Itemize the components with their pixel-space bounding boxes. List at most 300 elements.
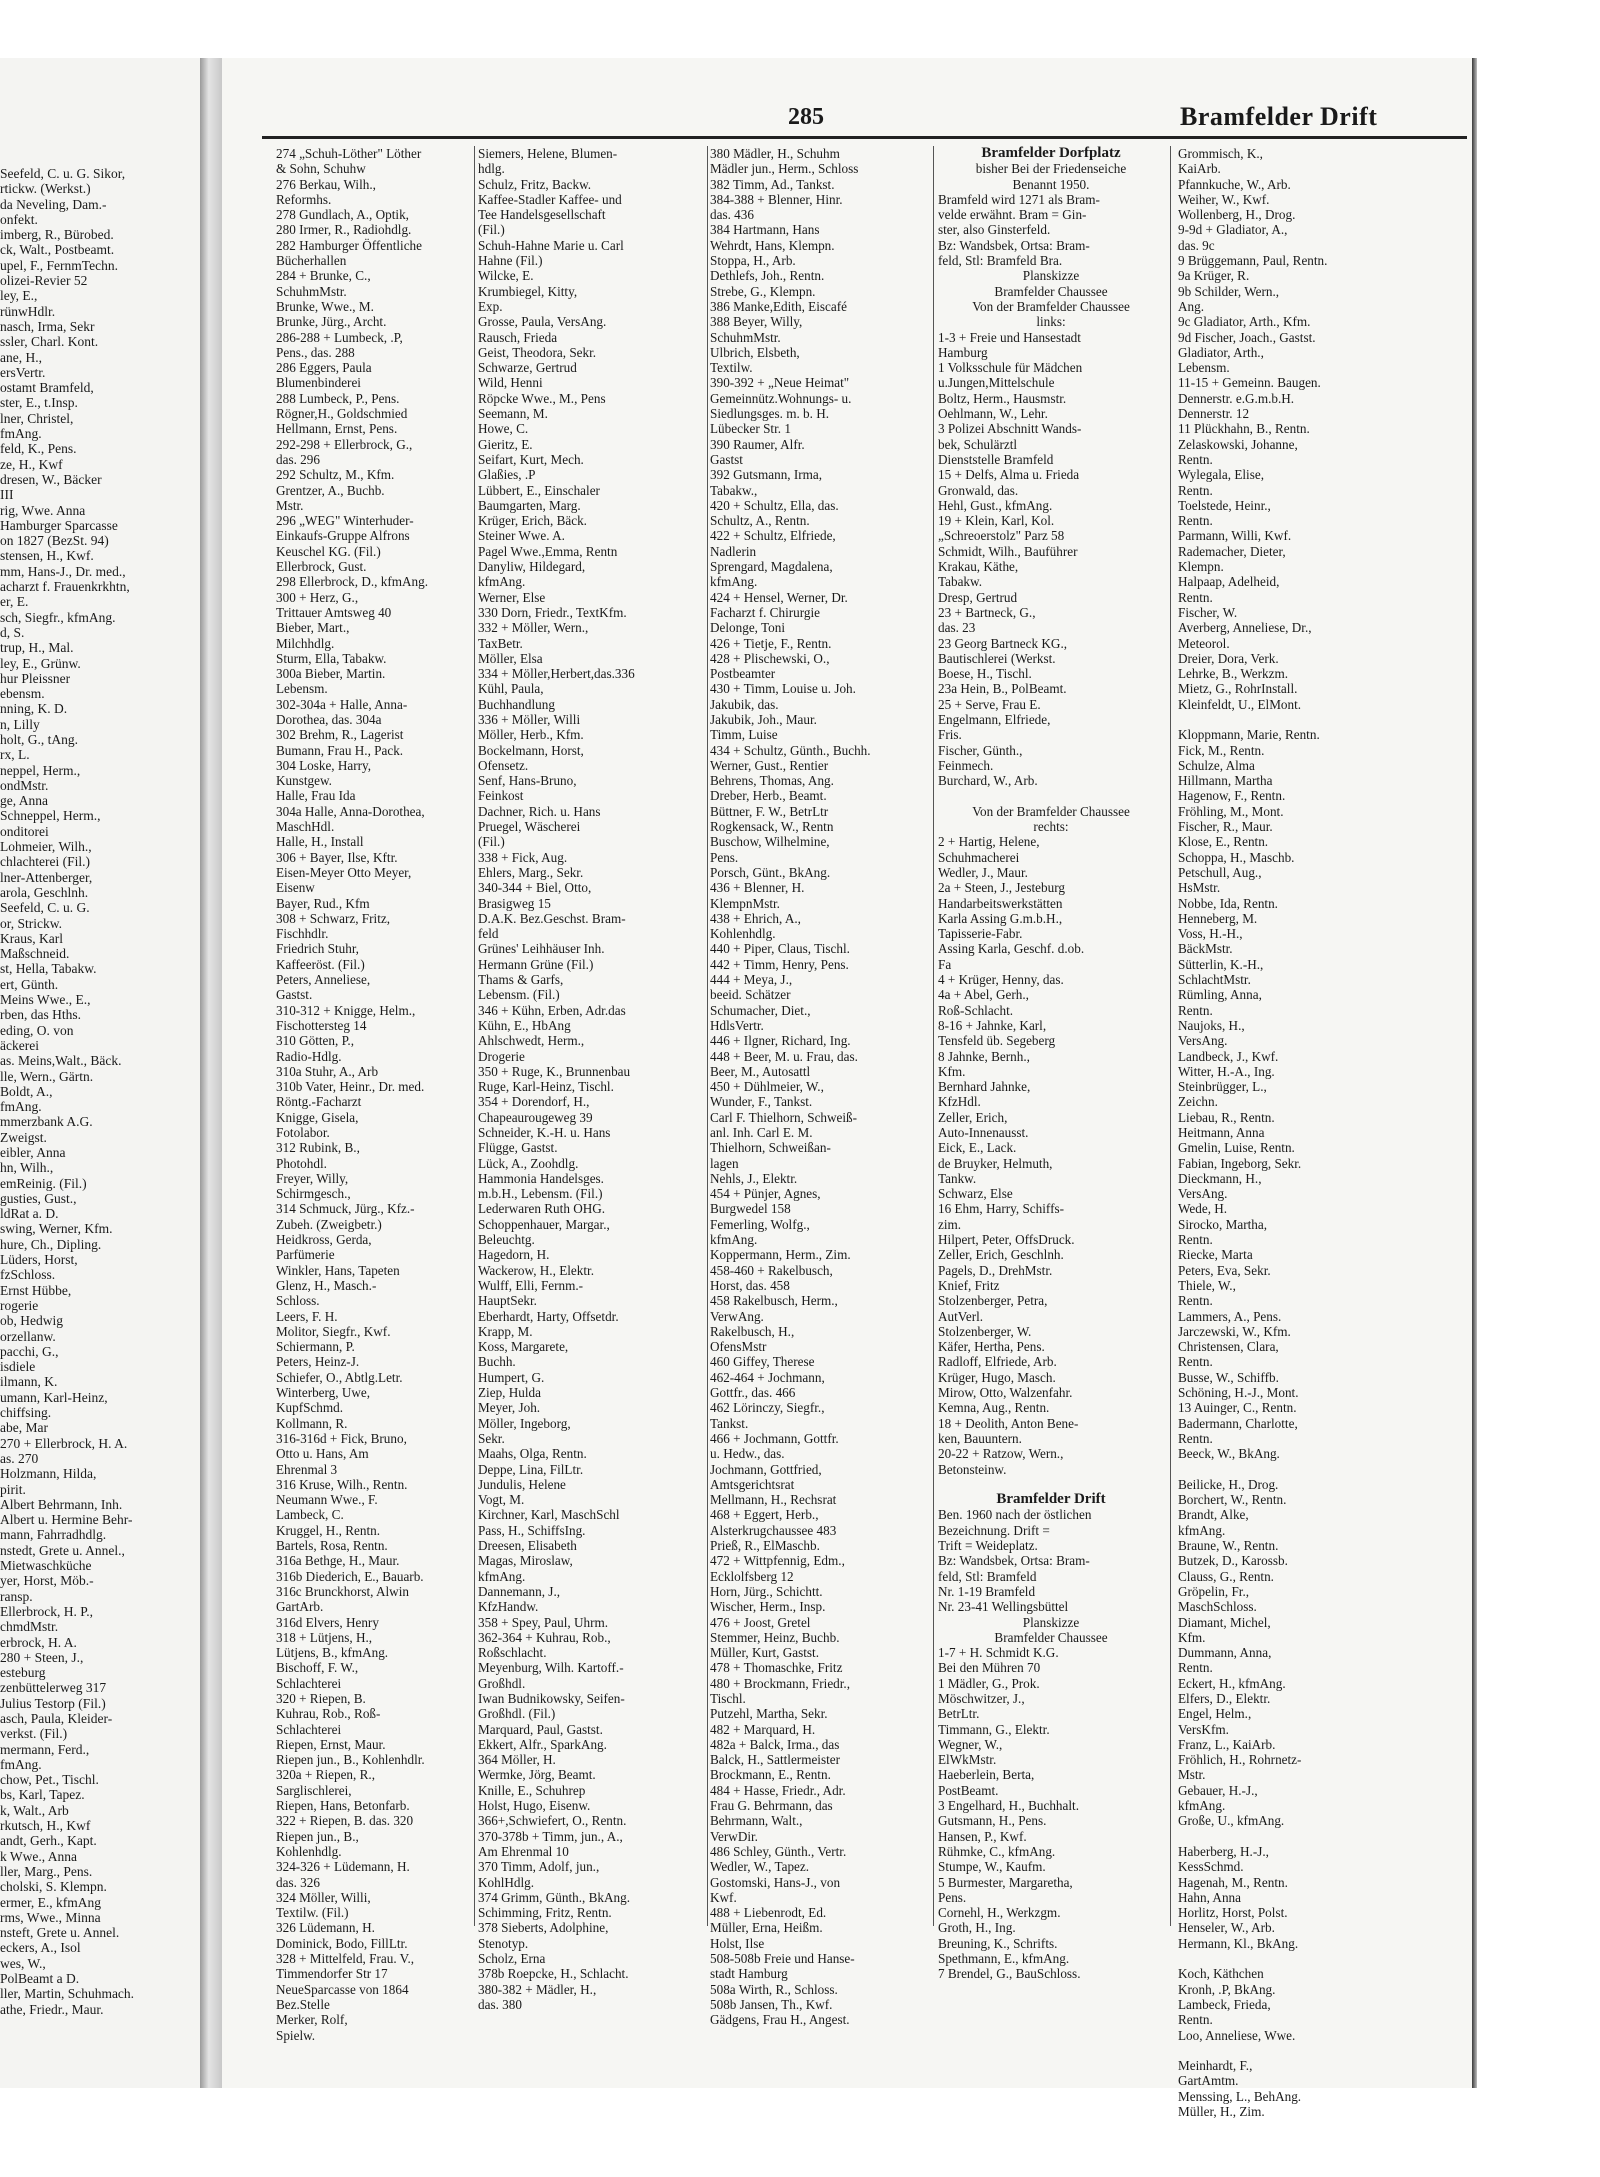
entry-line: 316b Diederich, E., Bauarb. (276, 1568, 424, 1584)
entry-line: 440 + Piper, Claus, Tischl. (710, 941, 850, 957)
entry-line: 366+,Schwiefert, O., Rentn. (478, 1813, 627, 1829)
entry-line: rechts: (1033, 819, 1069, 835)
entry-line: VersAng. (1178, 1186, 1228, 1202)
entry-line: Dennerstr. 12 (1178, 406, 1250, 422)
entry-line: 374 Grimm, Günth., BkAng. (478, 1889, 631, 1905)
entry-line: Hamburger Sparcasse (0, 517, 118, 533)
entry-line: Dummann, Anna, (1178, 1645, 1272, 1661)
entry-line: Borchert, W., Rentn. (1178, 1492, 1287, 1508)
entry-line: Stemmer, Heinz, Buchb. (710, 1629, 840, 1645)
entry-line: stensen, H., Kwf. (0, 548, 94, 564)
entry-line: 322 + Riepen, B. das. 320 (276, 1813, 414, 1829)
header-rule (262, 136, 1467, 139)
entry-line: Voss, H.-H., (1178, 926, 1243, 942)
entry-line: Knille, E., Schuhrep (478, 1782, 586, 1798)
entry-line: Feinkost (478, 788, 524, 804)
entry-line: 476 + Joost, Gretel (710, 1614, 811, 1630)
entry-line: Neumann Wwe., F. (276, 1492, 378, 1508)
entry-line: VerwAng. (710, 1308, 764, 1324)
entry-line: Gröpelin, Fr., (1178, 1583, 1250, 1599)
entry-line: Schiermann, P. (276, 1339, 355, 1355)
entry-line: Wylegala, Elise, (1178, 467, 1264, 483)
entry-line: 25 + Serve, Frau E. (938, 696, 1041, 712)
entry-line: ley, E., (0, 288, 38, 304)
entry-line: er, E. (0, 594, 29, 610)
entry-line: 300a Bieber, Martin. (276, 666, 386, 682)
directory-column-3 (710, 146, 930, 2028)
entry-line: Dannemann, J., (478, 1583, 561, 1599)
entry-line: 9b Schilder, Wern., (1178, 283, 1280, 299)
entry-line: zenbüttelerweg 317 (0, 1680, 107, 1696)
entry-line: Rentn. (1178, 1660, 1213, 1676)
entry-line: Parmann, Willi, Kwf. (1178, 528, 1292, 544)
running-head-title: Bramfelder Drift (1180, 102, 1378, 131)
entry-line: Rogkensack, W., Rentn (710, 819, 834, 835)
entry-line: Trift = Weideplatz. (938, 1538, 1038, 1554)
entry-line: Postbeamter (710, 666, 776, 682)
entry-line: Wollenberg, H., Drog. (1178, 207, 1296, 223)
entry-line: Kohlenhdlg. (276, 1843, 342, 1859)
entry-line: imberg, R., Bürobed. (0, 227, 114, 243)
entry-line: Rentn. (1178, 482, 1213, 498)
entry-line: Boldt, A., (0, 1083, 53, 1099)
entry-line: Große, U., kfmAng. (1178, 1813, 1285, 1829)
column-divider (707, 146, 708, 1926)
entry-line: 488 + Liebenrodt, Ed. (710, 1905, 827, 1921)
entry-line: 460 Giffey, Therese (710, 1354, 815, 1370)
entry-line: lner-Attenberger, (0, 869, 93, 885)
entry-line: sch, Siegfr., kfmAng. (0, 609, 116, 625)
entry-line: Wackerow, H., Elektr. (478, 1262, 594, 1278)
entry-line: Elfers, D., Elektr. (1178, 1690, 1271, 1706)
entry-line: III (0, 487, 14, 503)
entry-line: Pass, H., SchiffsIng. (478, 1522, 586, 1538)
entry-line: Fris. (938, 727, 962, 743)
entry-line: trup, H., Mal. (0, 640, 74, 656)
entry-line: de Bruyker, Helmuth, (938, 1155, 1053, 1171)
entry-line: 384-388 + Blenner, Hinr. (710, 191, 843, 207)
entry-line: acharzt f. Frauenkrkhtn, (0, 579, 130, 595)
entry-line: arola, Geschlnh. (0, 884, 89, 900)
entry-line: Wehrdt, Hans, Klempn. (710, 237, 835, 253)
entry-line: Gronwald, das. (938, 482, 1019, 498)
entry-line: Julius Testorp (Fil.) (0, 1695, 106, 1711)
entry-line: 296 „WEG" Winterhuder- (276, 513, 414, 529)
entry-line: eding, O. von (0, 1022, 74, 1038)
entry-line: Siedlungsges. m. b. H. (710, 406, 830, 422)
entry-line: KaiArb. (1178, 161, 1221, 177)
entry-line: Bockelmann, Horst, (478, 742, 584, 758)
entry-line: Ang. (1178, 298, 1205, 314)
entry-line: hdlg. (478, 161, 505, 177)
entry-line: 424 + Hensel, Werner, Dr. (710, 589, 848, 605)
entry-line: Gieritz, E. (478, 436, 533, 452)
entry-line: Kollmann, R. (276, 1415, 348, 1431)
entry-line: Winterberg, Uwe, (276, 1385, 371, 1401)
entry-line: Hamburg (938, 344, 988, 360)
entry-line: Facharzt f. Chirurgie (710, 604, 820, 620)
entry-line: Büttner, F. W., BetrLtr (710, 803, 829, 819)
entry-line (938, 788, 1164, 803)
entry-line: Riepen jun., B., Kohlenhdlr. (276, 1752, 425, 1768)
entry-line: Handarbeitswerkstätten (938, 895, 1063, 911)
entry-line: 310-312 + Knigge, Helm., (276, 1002, 416, 1018)
entry-line: Henneberg, M. (1178, 910, 1258, 926)
entry-line: k, Walt., Arb (0, 1802, 69, 1818)
entry-line: Gastst. (276, 987, 313, 1003)
entry-line: Zubeh. (Zweigbetr.) (276, 1216, 382, 1232)
entry-line: feld, Stl: Bramfeld (938, 1568, 1037, 1584)
entry-line: Knigge, Gisela, (276, 1109, 359, 1125)
entry-line: 302-304a + Halle, Anna- (276, 696, 408, 712)
entry-line: Franz, L., KaiArb. (1178, 1736, 1276, 1752)
entry-line: 444 + Meya, J., (710, 972, 793, 988)
entry-line: Mietz, G., RohrInstall. (1178, 681, 1298, 697)
entry-line: Seifart, Kurt, Mech. (478, 451, 584, 467)
entry-line: Rögner,H., Goldschmied (276, 406, 408, 422)
entry-line: Riepen, Hans, Betonfarb. (276, 1798, 410, 1814)
entry-line: Breuning, K., Schrifts. (938, 1935, 1058, 1951)
entry-line: ldRat a. D. (0, 1206, 59, 1222)
entry-line: Schwarz, Else (938, 1186, 1013, 1202)
entry-line: nsteft, Grete u. Annel. (0, 1925, 120, 1941)
entry-line: 20-22 + Ratzow, Wern., (938, 1446, 1064, 1462)
entry-line: 378 Sieberts, Adolphine, (478, 1920, 609, 1936)
entry-line: PolBeamt a D. (0, 1971, 80, 1987)
entry-line: pacchi, G., (0, 1343, 59, 1359)
entry-line: Lederwaren Ruth OHG. (478, 1201, 606, 1217)
entry-line: Pens. (938, 1889, 967, 1905)
entry-line: Bumann, Frau H., Pack. (276, 742, 404, 758)
entry-line: Bezeichnung. Drift = (938, 1522, 1050, 1538)
entry-line: Lütjens, B., kfmAng. (276, 1645, 389, 1661)
entry-line: rx, L. (0, 747, 30, 763)
entry-line: ob, Hedwig (0, 1313, 63, 1329)
entry-line: Burchard, W., Arb. (938, 773, 1038, 789)
entry-line: st, Hella, Tabakw. (0, 961, 97, 977)
entry-line: 436 + Blenner, H. (710, 880, 805, 896)
entry-line: Planskizze (1022, 268, 1080, 284)
entry-line: das. 9c (1178, 237, 1215, 253)
street-heading: Bramfelder Drift (996, 1492, 1106, 1508)
entry-line: Schöning, H.-J., Mont. (1178, 1385, 1299, 1401)
entry-line: Bayer, Rud., Kfm (276, 895, 370, 911)
entry-line: Schultz, A., Rentn. (710, 513, 810, 529)
entry-line: Schloss. (276, 1293, 320, 1309)
entry-line: Mstr. (1178, 1767, 1206, 1783)
entry-line: Wermke, Jörg, Beamt. (478, 1767, 596, 1783)
entry-line: Rausch, Frieda (478, 329, 558, 345)
entry-line: Reformhs. (276, 191, 332, 207)
entry-line: d, S. (0, 624, 25, 640)
entry-line: Lübbert, E., Einschaler (478, 482, 600, 498)
entry-line: Amtsgerichtsrat (710, 1476, 795, 1492)
entry-line: 462 Lörinczy, Siegfr., (710, 1400, 825, 1416)
entry-line: Krumbiegel, Kitty, (478, 283, 578, 299)
entry-line: velde erwähnt. Bram = Gin- (938, 207, 1087, 223)
entry-line: Hammonia Handelsges. (478, 1170, 604, 1186)
entry-line: Gastst (710, 451, 743, 467)
entry-line: Frau G. Behrmann, das (710, 1798, 833, 1814)
entry-line: Averberg, Anneliese, Dr., (1178, 620, 1312, 636)
entry-line: Schneider, K.-H. u. Hans (478, 1125, 611, 1140)
entry-line: 314 Schmuck, Jürg., Kfz.- (276, 1201, 415, 1217)
entry-line: 472 + Wittpfennig, Edm., (710, 1553, 845, 1569)
entry-line: Gottfr., das. 466 (710, 1385, 796, 1401)
entry-line: Deppe, Lina, FilLtr. (478, 1461, 584, 1477)
entry-line: 286 Eggers, Paula (276, 360, 372, 376)
entry-line: Schneppel, Herm., (0, 808, 101, 824)
entry-line: Kühn, E., HbAng (478, 1017, 571, 1033)
entry-line: Wischer, Herm., Insp. (710, 1599, 826, 1615)
entry-line: Dominick, Bodo, FillLtr. (276, 1935, 408, 1951)
entry-line: 482a + Balck, Irma., das (710, 1736, 840, 1752)
entry-line: ley, E., Grünw. (0, 655, 81, 671)
right-margin (1477, 58, 1600, 2088)
entry-line: 23a Hein, B., PolBeamt. (938, 681, 1067, 697)
entry-line: Müller, Erna, Heißm. (710, 1920, 823, 1936)
entry-line: Marquard, Paul, Gastst. (478, 1721, 603, 1737)
entry-line: Pens. (710, 849, 739, 865)
entry-line: 1 Volksschule für Mädchen (938, 360, 1083, 376)
entry-line: 422 + Schultz, Elfriede, (710, 528, 836, 544)
entry-line: Nr. 1-19 Bramfeld (938, 1583, 1036, 1599)
entry-line: verkst. (Fil.) (0, 1726, 68, 1742)
entry-line: 9 Brüggemann, Paul, Rentn. (1178, 253, 1328, 269)
entry-line: Bücherhallen (276, 253, 347, 269)
entry-line: VersAng. (1178, 1033, 1228, 1049)
entry-line: Ellerbrock, Gust. (276, 559, 367, 575)
entry-line: Möller, Ingeborg, (478, 1415, 571, 1431)
entry-line: Rentn. (1178, 1293, 1213, 1309)
entry-line: Kohlenhdlg. (710, 926, 776, 942)
entry-line: Rentn. (1178, 1232, 1213, 1248)
entry-line: 300 + Herz, G., (276, 589, 359, 605)
entry-line: Nehls, J., Elektr. (710, 1170, 798, 1186)
entry-line: Beilicke, H., Drog. (1178, 1476, 1279, 1492)
entry-line: & Sohn, Schuhw (276, 161, 366, 177)
entry-line: Seefeld, C. u. G. (0, 900, 90, 916)
entry-line: 450 + Dühlmeier, W., (710, 1079, 824, 1095)
entry-line: ster, also Ginsterfeld. (938, 222, 1051, 238)
entry-line: Fa (938, 956, 952, 972)
entry-line: Dethlefs, Joh., Rentn. (710, 268, 825, 284)
entry-line: Zelaskowski, Johanne, (1178, 436, 1298, 452)
entry-line: Balck, H., Sattlermeister (710, 1752, 841, 1768)
entry-line: ze, H., Kwf (0, 456, 63, 472)
entry-line: Kirchner, Karl, MaschSchl (478, 1507, 620, 1523)
entry-line: Benannt 1950. (1012, 176, 1090, 192)
entry-line: Merker, Rolf, (276, 2012, 348, 2028)
entry-line: m.b.H., Lebensm. (Fil.) (478, 1186, 603, 1202)
entry-line: upel, F., FernmTechn. (0, 257, 118, 273)
entry-line: 280 Irmer, R., Radiohdlg. (276, 222, 412, 238)
entry-line: da Neveling, Dam.- (0, 196, 107, 212)
entry-line: Jarczewski, W., Kfm. (1178, 1323, 1291, 1339)
entry-line: Tabakw., (710, 482, 758, 498)
entry-line: Timm, Luise (710, 727, 778, 743)
entry-line: Müller, H., Zim. (1178, 2104, 1265, 2119)
entry-line: ge, Anna (0, 793, 48, 809)
entry-line: 306 + Bayer, Ilse, Kftr. (276, 849, 398, 865)
entry-line: das. 380 (478, 1996, 522, 2012)
entry-line: 302 Brehm, R., Lagerist (276, 727, 404, 743)
column-divider (933, 146, 934, 1926)
entry-line: 324-326 + Lüdemann, H. (276, 1859, 410, 1875)
entry-line: Jundulis, Helene (478, 1476, 566, 1492)
entry-line: Ziep, Hulda (478, 1385, 541, 1401)
entry-line: Milchhdlg. (276, 635, 335, 651)
entry-line: Howe, C. (478, 421, 529, 437)
entry-line: 508-508b Freie und Hanse- (710, 1951, 855, 1967)
entry-line: 420 + Schultz, Ella, das. (710, 497, 839, 513)
entry-line: 334 + Möller,Herbert,das.336 (478, 666, 635, 682)
entry-line: Kronh, .P, BkAng. (1178, 1981, 1276, 1997)
entry-line: AutVerl. (938, 1308, 984, 1324)
entry-line: Timmendorfer Str 17 (276, 1966, 388, 1982)
entry-line: Stoppa, H., Arb. (710, 253, 796, 269)
entry-line: SchuhmMstr. (276, 283, 347, 299)
entry-line: 316d Elvers, Henry (276, 1614, 379, 1630)
entry-line: Riepen, Ernst, Maur. (276, 1736, 386, 1752)
entry-line: Ehlers, Marg., Sekr. (478, 864, 584, 880)
entry-line: KlempnMstr. (710, 895, 780, 911)
entry-line: Klempn. (1178, 559, 1224, 575)
entry-line: Sütterlin, K.-H., (1178, 956, 1264, 972)
entry-line: Mädler jun., Herm., Schloss (710, 161, 859, 177)
entry-line: Glenz, H., Masch.- (276, 1277, 377, 1293)
entry-line: Grünes' Leihhäuser Inh. (478, 941, 605, 957)
entry-line: Bischoff, F. W., (276, 1660, 359, 1676)
entry-line: das. 326 (276, 1874, 320, 1890)
entry-line: hure, Ch., Dipling. (0, 1236, 102, 1252)
entry-line: Röpcke Wwe., M., Pens (478, 390, 606, 406)
entry-line: feld, K., Pens. (0, 441, 77, 457)
entry-line: Christensen, Clara, (1178, 1339, 1279, 1355)
entry-line: Bei den Mühren 70 (938, 1660, 1041, 1676)
entry-line: 468 + Eggert, Herb., (710, 1507, 819, 1523)
entry-line: Maahs, Olga, Rentn. (478, 1446, 587, 1462)
entry-line: ller, Martin, Schuhmach. (0, 1986, 135, 2002)
entry-line: beeid. Schätzer (710, 987, 791, 1003)
entry-line: chlachterei (Fil.) (0, 854, 90, 870)
entry-line: 354 + Dorendorf, H., (478, 1094, 590, 1110)
entry-line: Magas, Miroslaw, (478, 1553, 573, 1569)
entry-line: „Schreoerstolz" Parz 58 (938, 528, 1065, 544)
entry-line: u.Jungen,Mittelschule (938, 375, 1055, 391)
entry-line: Lebensm. (Fil.) (478, 987, 560, 1003)
entry-line: 8-16 + Jahnke, Karl, (938, 1017, 1047, 1033)
entry-line: 462-464 + Jochmann, (710, 1369, 825, 1385)
entry-line: ert, Günth. (0, 976, 59, 992)
entry-line: Lück, A., Zoohdlg. (478, 1155, 579, 1171)
entry-line: Trittauer Amtsweg 40 (276, 604, 392, 620)
entry-line: Auto-Innenausst. (938, 1125, 1029, 1140)
entry-line: chiffsing. (0, 1405, 52, 1421)
entry-line: Lüders, Horst, (0, 1252, 78, 1268)
entry-line: Busse, W., Schiffb. (1178, 1369, 1279, 1385)
entry-line: Menssing, L., BehAng. (1178, 2088, 1302, 2104)
entry-line: 278 Gundlach, A., Optik, (276, 207, 409, 223)
entry-line: 23 + Bartneck, G., (938, 604, 1036, 620)
entry-line: Lebensm. (276, 681, 328, 697)
entry-line: eckers, A., Isol (0, 1940, 81, 1956)
entry-line: dresen, W., Bäcker (0, 471, 102, 487)
entry-line: fzSchloss. (0, 1267, 56, 1283)
entry-line: Assing Karla, Geschf. d.ob. (938, 941, 1085, 957)
entry-line: Hellmann, Ernst, Pens. (276, 421, 398, 437)
entry-line: ilmann, K. (0, 1374, 58, 1390)
entry-line: KupfSchmd. (276, 1400, 344, 1416)
entry-line: Tischl. (710, 1690, 746, 1706)
entry-line: Albert Behrmann, Inh. (0, 1496, 123, 1512)
entry-line: Lehrke, B., Werkzm. (1178, 666, 1289, 682)
entry-line: Schuhmacherei (938, 849, 1020, 865)
entry-line: 274 „Schuh-Löther" Löther (276, 146, 422, 161)
entry-line: Parfümerie (276, 1247, 335, 1263)
entry-line: Meinhardt, F., (1178, 2058, 1253, 2074)
entry-line: Müller, Kurt, Gastst. (710, 1645, 819, 1661)
entry-line: Hehl, Gust., kfmAng. (938, 497, 1053, 513)
entry-line: pirit. (0, 1481, 26, 1497)
entry-line: Grommisch, K., (1178, 146, 1263, 161)
entry-line: Lebensm. (1178, 360, 1230, 376)
entry-line: Riepen jun., B., (276, 1828, 359, 1844)
entry-line: Haberberg, H.-J., (1178, 1843, 1269, 1859)
entry-line: Kraus, Karl (0, 930, 63, 946)
entry-line: Ofensetz. (478, 757, 529, 773)
entry-line: orzellanw. (0, 1328, 56, 1344)
entry-line: lagen (710, 1155, 739, 1171)
entry-line (938, 1477, 1164, 1492)
entry-line: Boltz, Herm., Hausmstr. (938, 390, 1067, 406)
entry-line: neppel, Herm., (0, 762, 81, 778)
entry-line: rünwHdlr. (0, 303, 56, 319)
entry-line: kfmAng. (478, 1568, 526, 1584)
entry-line: Kfm. (938, 1063, 966, 1079)
entry-line: Kruggel, H., Rentn. (276, 1522, 381, 1538)
entry-line: Ruge, Karl-Heinz, Tischl. (478, 1079, 614, 1095)
entry-line: Sekr. (478, 1430, 505, 1446)
entry-line: 1-7 + H. Schmidt K.G. (938, 1645, 1059, 1661)
entry-line: Behrens, Thomas, Ang. (710, 773, 834, 789)
entry-line: ane, H., (0, 349, 42, 365)
entry-line: Blumenbinderei (276, 375, 361, 391)
entry-line: Bramfeld wird 1271 als Bram- (938, 191, 1100, 207)
entry-line: Braune, W., Rentn. (1178, 1538, 1279, 1554)
entry-line: Burgwedel 158 (710, 1201, 791, 1217)
entry-line: Hahn, Anna (1178, 1889, 1241, 1905)
entry-line: Rentn. (1178, 451, 1213, 467)
entry-line: Stolzenberger, Petra, (938, 1293, 1048, 1309)
entry-line: Mirow, Otto, Walzenfahr. (938, 1385, 1073, 1401)
entry-line: das. 296 (276, 451, 320, 467)
entry-line: Liebau, R., Rentn. (1178, 1109, 1275, 1125)
entry-line (1178, 1829, 1463, 1844)
entry-line: 284 + Brunke, C., (276, 268, 371, 284)
entry-line: 9d Fischer, Joach., Gastst. (1178, 329, 1316, 345)
entry-line: Rentn. (1178, 1354, 1213, 1370)
entry-line: mann, Fahrradhdlg. (0, 1527, 107, 1543)
entry-line: Fotolabor. (276, 1125, 330, 1140)
entry-line: Fischer, W. (1178, 604, 1238, 620)
entry-line: Schlachterei (276, 1675, 342, 1691)
entry-line: HdlsVertr. (710, 1017, 764, 1033)
entry-line: Witter, H.-A., Ing. (1178, 1063, 1275, 1079)
entry-line: Steiner Wwe. A. (478, 528, 565, 544)
entry-line: Rentn. (1178, 1002, 1213, 1018)
entry-line: 442 + Timm, Henry, Pens. (710, 956, 849, 972)
